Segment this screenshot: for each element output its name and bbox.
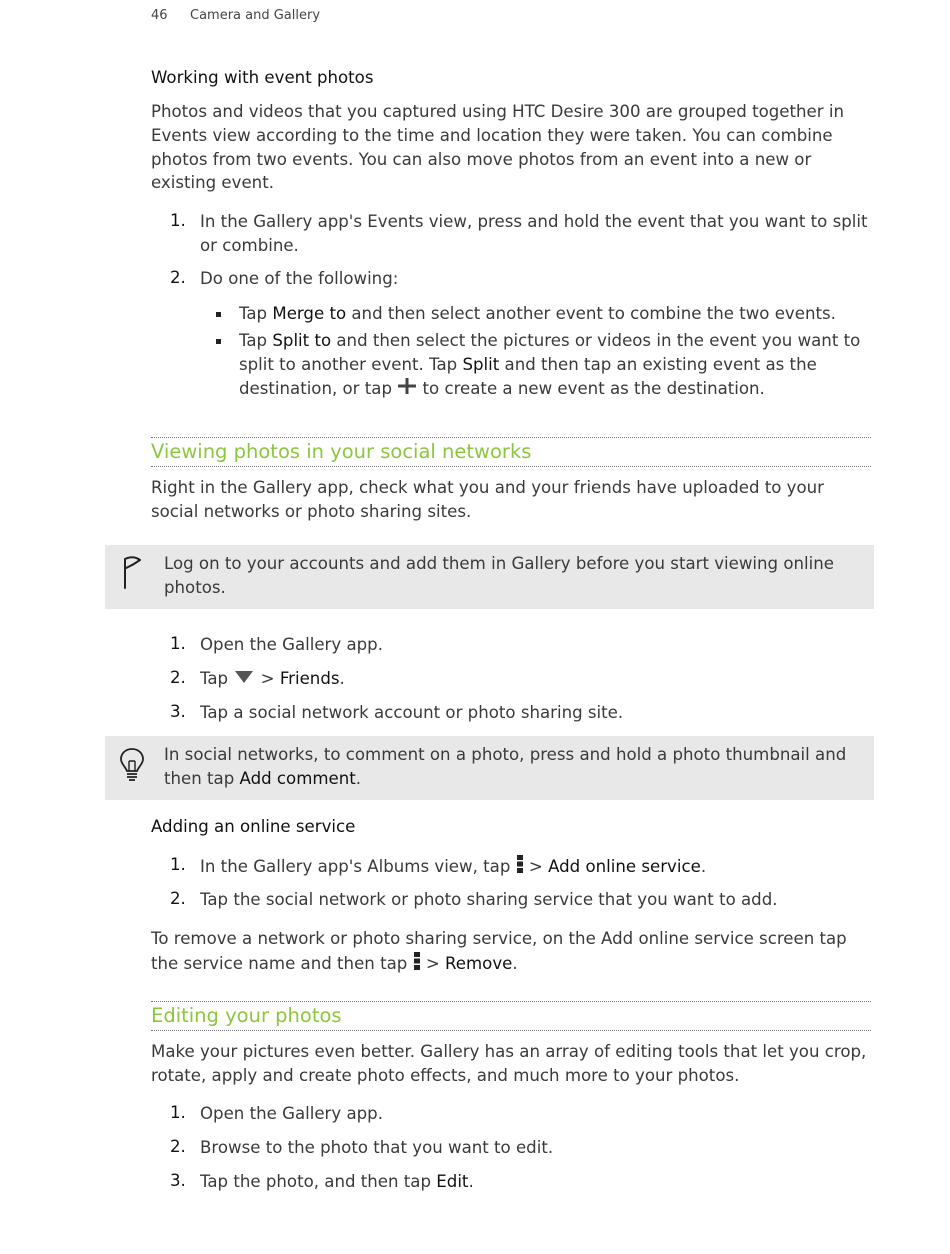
chapter-title: Camera and Gallery	[190, 8, 321, 23]
section-title-social: Viewing photos in your social networks	[151, 440, 532, 463]
page-number: 46	[151, 8, 168, 23]
section-rule-top	[151, 1001, 871, 1002]
split-to-label: Split to	[272, 331, 332, 350]
bullet-split: Tap Split to and then select the pictures or videos in the event you want to split to another event. Tap Split and then tap an existing event as the destination, or tap to create a new event as the destination.	[239, 329, 869, 401]
event-photos-intro: Photos and videos that you captured using HTC Desire 300 are grouped together in Events view according to the time and location they were taken. You can combine photos from two events. You can also move photos from an event into a new or existing event.	[151, 102, 844, 193]
note-text: Log on to your accounts and add them in Gallery before you start viewing online photos.	[164, 554, 834, 597]
add-online-service-label: Add online service	[548, 856, 701, 876]
tip-box	[105, 736, 874, 800]
split-label: Split	[462, 354, 500, 374]
subheading-event-photos: Working with event photos	[151, 68, 374, 87]
bullet-marker	[216, 312, 221, 317]
social-intro: Right in the Gallery app, check what you and your friends have uploaded to your social networks or photo sharing sites.	[151, 478, 824, 521]
step-number: 1.	[170, 855, 186, 874]
dropdown-triangle-icon	[233, 668, 255, 692]
editing-intro: Make your pictures even better. Gallery has an array of editing tools that let you crop, rotate, apply and create photo effects, and much more to your photos.	[151, 1042, 867, 1085]
step-number: 3.	[170, 702, 186, 721]
step-number: 2.	[170, 889, 186, 908]
step-text: Browse to the photo that you want to edit.	[200, 1138, 554, 1157]
step-number: 2.	[170, 1137, 186, 1156]
step-number: 2.	[170, 268, 186, 287]
step-text: Tap the social network or photo sharing service that you want to add.	[200, 890, 778, 909]
lightbulb-icon	[119, 747, 145, 787]
step-text: In the Gallery app's Events view, press and hold the event that you want to split or combine.	[200, 212, 868, 255]
section-rule-bottom	[151, 1030, 871, 1031]
step-number: 1.	[170, 211, 186, 230]
step-text: In the Gallery app's Albums view, tap > Add online service.	[200, 854, 870, 881]
more-vertical-icon	[413, 951, 421, 978]
section-title-editing: Editing your photos	[151, 1004, 342, 1027]
tip-text: In social networks, to comment on a photo, press and hold a photo thumbnail and then tap Add comment.	[164, 745, 847, 788]
step-number: 1.	[170, 1103, 186, 1122]
edit-label: Edit	[436, 1172, 469, 1191]
merge-to-label: Merge to	[272, 304, 347, 323]
flag-icon	[121, 555, 143, 593]
subheading-online-service: Adding an online service	[151, 817, 356, 836]
remove-label: Remove	[445, 953, 513, 973]
step-number: 1.	[170, 634, 186, 653]
step-number: 2.	[170, 668, 186, 687]
bullet-marker	[216, 339, 221, 344]
page-header	[151, 8, 320, 23]
step-text: Tap a social network account or photo sharing site.	[200, 703, 624, 722]
section-rule-bottom	[151, 466, 871, 467]
plus-icon	[397, 377, 417, 402]
step-number: 3.	[170, 1171, 186, 1190]
step-text: Tap the photo, and then tap Edit.	[200, 1172, 474, 1191]
section-rule-top	[151, 437, 871, 438]
note-box	[105, 545, 874, 609]
remove-service-paragraph: To remove a network or photo sharing service, on the Add online service screen tap the service name and then tap > Remove.	[151, 927, 871, 978]
add-comment-label: Add comment	[239, 768, 356, 788]
step-text: Do one of the following:	[200, 269, 399, 288]
more-vertical-icon	[516, 854, 524, 881]
friends-label: Friends	[279, 669, 340, 688]
bullet-merge: Tap Merge to and then select another event to combine the two events.	[239, 304, 836, 323]
step-text: Open the Gallery app.	[200, 635, 383, 654]
step-text: Open the Gallery app.	[200, 1104, 383, 1123]
step-text: Tap > Friends.	[200, 667, 870, 691]
